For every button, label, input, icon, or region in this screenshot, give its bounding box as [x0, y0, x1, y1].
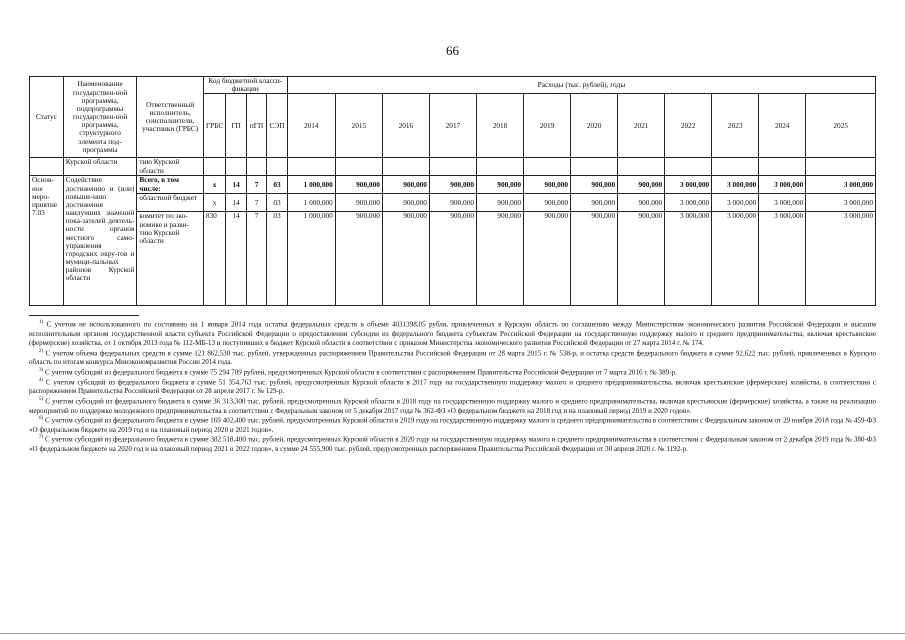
value-cell: 900,000: [382, 194, 429, 212]
code-sep-cell: 03: [267, 194, 287, 212]
header-code-grbs: ГРБС: [203, 94, 226, 158]
header-year: 2015: [335, 94, 382, 158]
value-cell: 3 000,000: [665, 212, 712, 306]
header-year: 2017: [429, 94, 476, 158]
header-year: 2021: [618, 94, 665, 158]
footnote-text: С учетом объема федеральных средств в сумме 121 862,530 тыс. рублей, утвержденных распоряжением Правительства Российской Федерации от 28 марта 2015 г. № 538-р, и остатка средств федерального бюджета в сумме 92,622 тыс. рублей, привлеченных в Курскую область по итогам конкурса Минэкономразвития России 2014 года.: [29, 348, 876, 367]
header-year: 2018: [476, 94, 523, 158]
code-grbs-cell: х: [203, 194, 226, 212]
footnote-text: С учетом не использованного по состоянию на 1 января 2014 года остатка федеральных средств в объеме 4031398,05 рубля, привлеченных в Курскую область по соглашению между Министерством экономического развития Российской Федерации и высшим исполнительным органом государственной власти субъекта Российской Федерации о предоставлении субсидии из федерального бюджета субъектам Российской Федерации на государственную поддержку малого и среднего предпринимательства, включая крестьянские (фермерские) хозяйства, от 1 октября 2013 года № 112-МБ-13 и поступивших в бюджет Курской области в соответствии с приказом Министерства экономического развития Российской Федерации от 27 марта 2014 г. № 174.: [29, 320, 876, 348]
footnote-mark: 1): [39, 320, 44, 325]
value-cell: 900,000: [524, 194, 571, 212]
value-cell: 3 000,000: [806, 194, 876, 212]
header-year: 2022: [665, 94, 712, 158]
header-year: 2020: [571, 94, 618, 158]
value-cell: 900,000: [476, 212, 523, 306]
value-cell: 3 000,000: [712, 212, 759, 306]
footnote: [29, 378, 876, 397]
value-cell: 900,000: [429, 194, 476, 212]
value-cell: 900,000: [476, 194, 523, 212]
value-cell: 900,000: [382, 212, 429, 306]
code-pgp-cell: 7: [246, 212, 266, 306]
value-cell: 3 000,000: [759, 176, 806, 194]
table-row: [30, 212, 876, 306]
value-cell: 900,000: [335, 212, 382, 306]
header-year: 2019: [524, 94, 571, 158]
footnote-mark: 2): [39, 348, 44, 354]
code-grbs-cell: 830: [203, 212, 226, 306]
value-cell: 900,000: [429, 212, 476, 306]
footnote-text: С учетом субсидий из федерального бюджета в сумме 169 402,400 тыс. рублей, предусмотренных Курской области в 2019 году на государственную поддержку малого и среднего предпринимательства в соответствии с Федеральным законом от 29 ноября 2018 года № 459-ФЗ «О федеральном бюджете на 2019 год и на плановый период 2020 и 2021 годов».: [29, 416, 876, 434]
code-gp-cell: 14: [226, 194, 246, 212]
footnote: [29, 416, 876, 435]
footnote: [29, 320, 876, 349]
value-cell: 900,000: [571, 212, 618, 306]
footnote-mark: 7): [39, 435, 44, 441]
value-cell: 1 000,000: [287, 212, 335, 306]
cont-name: Курской области: [63, 158, 137, 176]
footnote-text: С учетом субсидий из федерального бюджета в сумме 75 294 789 рублей, предусмотренных Курской области в соответствии с распоряжением Правительства Российской Федерации от 7 марта 2016 г. № 389-р.: [44, 368, 677, 377]
value-cell: 1 000,000: [287, 194, 335, 212]
footnote-text: С учетом субсидий из федерального бюджета в сумме 382 518,400 тыс. рублей, предусмотренных Курской области в 2020 году на государственную поддержку малого и среднего предпринимательства в соответствии с Федеральным законом от 2 декабря 2019 года № 380-ФЗ «О федеральном бюджете на 2020 год и на плановый период 2021 и 2022 годов», в сумме 24 555,900 тыс. рублей, предусмотренных распоряжением Правительства Российской Федерации от 30 апреля 2020 г. № 1192-р.: [29, 435, 876, 453]
footnote-divider: [29, 315, 139, 316]
value-cell: 3 000,000: [712, 194, 759, 212]
value-cell: 900,000: [524, 212, 571, 306]
footnote-text: С учетом субсидий из федерального бюджета в сумме 51 354,763 тыс. рублей, предусмотренных Курской области в 2017 году на государственную поддержку малого и среднего предпринимательства, включая крестьянские (фермерские) хозяйства, в соответствии с распоряжением Правительства Российской Федерации от 28 апреля 2017 г. № 129-р.: [29, 377, 876, 396]
header-year: 2014: [287, 94, 335, 158]
cont-responsible: тию Курской области: [137, 158, 203, 176]
responsible-cell: Всего, в том числе:: [137, 176, 203, 194]
cont-status: [30, 158, 64, 176]
responsible-cell: комитет по эко-номике и разви-тию Курской области: [137, 212, 203, 306]
table-row: [30, 194, 876, 212]
code-grbs-cell: х: [203, 176, 226, 194]
value-cell: 900,000: [571, 176, 618, 194]
value-cell: 900,000: [571, 194, 618, 212]
footnote: [29, 435, 876, 454]
header-year: 2023: [712, 94, 759, 158]
status-cell: Основ-ное меро-приятие 7.03: [30, 176, 64, 306]
value-cell: 900,000: [524, 176, 571, 194]
footnote-mark: 5): [39, 396, 44, 402]
value-cell: 900,000: [429, 176, 476, 194]
header-expenses: Расходы (тыс. рублей), годы: [287, 77, 875, 94]
code-sep-cell: 03: [267, 212, 287, 306]
code-gp-cell: 14: [226, 176, 246, 194]
header-status: Статус: [30, 77, 64, 158]
value-cell: 900,000: [476, 176, 523, 194]
value-cell: 900,000: [382, 176, 429, 194]
code-gp-cell: 14: [226, 212, 246, 306]
header-code-sep: СЭП: [267, 94, 287, 158]
value-cell: 3 000,000: [806, 176, 876, 194]
footnote: [29, 397, 876, 416]
code-pgp-cell: 7: [246, 176, 266, 194]
value-cell: 900,000: [335, 176, 382, 194]
expenses-table: [29, 76, 876, 306]
footnote: [29, 349, 876, 368]
footnotes: [29, 320, 876, 454]
page-number: 66: [446, 43, 459, 58]
value-cell: 3 000,000: [665, 194, 712, 212]
continuation-row: [30, 158, 876, 176]
value-cell: 900,000: [618, 194, 665, 212]
value-cell: 900,000: [618, 212, 665, 306]
header-row-1: [30, 77, 876, 94]
value-cell: 3 000,000: [806, 212, 876, 306]
value-cell: 3 000,000: [712, 176, 759, 194]
code-sep-cell: 03: [267, 176, 287, 194]
value-cell: 3 000,000: [665, 176, 712, 194]
code-pgp-cell: 7: [246, 194, 266, 212]
footnote-text: С учетом субсидий из федерального бюджета в сумме 36 313,300 тыс. рублей, предусмотренных Курской области в 2018 году на государственную поддержку малого и среднего предпринимательства, включая крестьянские (фермерские) хозяйства, а также на реализацию мероприятий по поддержке молодежного предпринимательства в соответствии с Федеральным законом от 5 декабря 2017 года № 362-ФЗ «О федеральном бюджете на 2018 год и на плановый период 2019 и 2020 годов».: [29, 397, 876, 415]
value-cell: 3 000,000: [759, 194, 806, 212]
header-budget-code: Код бюджетной класси-фикации: [203, 77, 287, 94]
header-code-gp: ГП: [226, 94, 246, 158]
value-cell: 3 000,000: [759, 212, 806, 306]
footnote-mark: 3): [39, 367, 44, 373]
header-code-pgp: пГП: [246, 94, 266, 158]
value-cell: 1 000,000: [287, 176, 335, 194]
event-name-cell: Содействие достижению и (или) повыше-нию достижения наилучших значений пока-зателей деятель-ности органов местного само-управления городских окру-гов и муници-пальных районов Курской области: [63, 176, 137, 306]
footnote-mark: 4): [39, 377, 44, 383]
header-responsible: Ответственный исполнитель, соисполнители, участники (ГРБС): [137, 77, 203, 158]
value-cell: 900,000: [618, 176, 665, 194]
header-year: 2025: [806, 94, 876, 158]
header-year: 2024: [759, 94, 806, 158]
value-cell: 900,000: [335, 194, 382, 212]
footnote-mark: 6): [39, 416, 44, 422]
footnote: [29, 368, 876, 378]
responsible-cell: областной бюджет: [137, 194, 203, 212]
header-year: 2016: [382, 94, 429, 158]
header-name: Наименование государствен-ной программы, подпрограммы государствен-ной программы, структурного элемента под-программы: [63, 77, 137, 158]
table-row: [30, 176, 876, 194]
page-bottom-edge: [0, 633, 905, 634]
